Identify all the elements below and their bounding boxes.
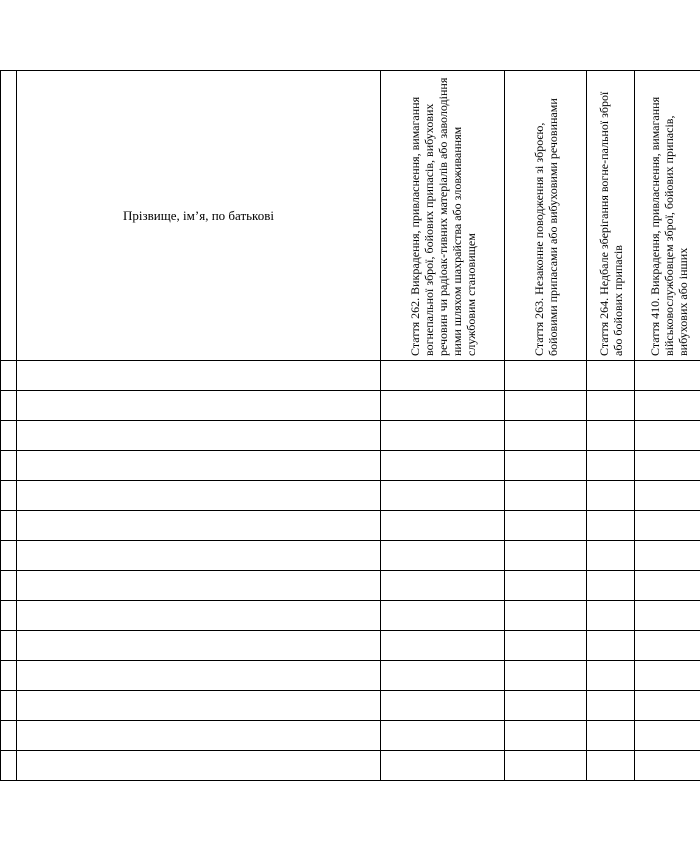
table-cell — [17, 541, 381, 571]
table-cell — [635, 721, 700, 751]
table-cell — [505, 661, 587, 691]
table-cell — [635, 631, 700, 661]
table-cell — [505, 601, 587, 631]
table-cell — [505, 721, 587, 751]
article-263-label: Стаття 263. Незаконне поводження зі зброєю, бойовими припасами або вибуховими речовинами — [531, 97, 560, 356]
full-name-header: Прізвище, ім’я, по батькові — [17, 71, 381, 361]
table-cell — [587, 751, 635, 781]
table-cell — [381, 361, 505, 391]
table-row — [1, 631, 700, 661]
table-cell — [505, 361, 587, 391]
table-cell — [635, 691, 700, 721]
table-cell — [17, 721, 381, 751]
table-cell — [505, 691, 587, 721]
table-cell — [1, 721, 17, 751]
article-262-label: Стаття 262. Викрадення, привласнення, вимагання вогнепальної зброї, бойових припасів, вибухових речовин чи радіоак-тивних матеріалів або заволодіння ними шляхом шахрайства або зловживанням службовим становищем — [407, 77, 478, 356]
table-cell — [381, 391, 505, 421]
article-264-header — [587, 71, 635, 361]
table-cell — [505, 421, 587, 451]
table-cell — [587, 391, 635, 421]
table-cell — [1, 361, 17, 391]
table-row — [1, 601, 700, 631]
table-cell — [381, 511, 505, 541]
table-cell — [1, 421, 17, 451]
table-row — [1, 481, 700, 511]
table-cell — [635, 571, 700, 601]
table-cell — [505, 571, 587, 601]
article-410-header — [635, 71, 700, 361]
table-cell — [1, 571, 17, 601]
table-row — [1, 391, 700, 421]
table-row — [1, 571, 700, 601]
table-cell — [635, 361, 700, 391]
table-body — [1, 361, 700, 781]
row-number-header — [1, 71, 17, 361]
table-cell — [381, 541, 505, 571]
article-262-header — [381, 71, 505, 361]
table-cell — [587, 421, 635, 451]
table-cell — [381, 421, 505, 451]
table-cell — [505, 511, 587, 541]
table-cell — [1, 481, 17, 511]
table-cell — [635, 541, 700, 571]
table-cell — [381, 451, 505, 481]
table-cell — [1, 691, 17, 721]
table-row — [1, 661, 700, 691]
table-cell — [381, 601, 505, 631]
table-cell — [587, 691, 635, 721]
table-cell — [1, 601, 17, 631]
table-cell — [505, 631, 587, 661]
table-cell — [17, 451, 381, 481]
table-cell — [587, 631, 635, 661]
table-cell — [635, 751, 700, 781]
table-header-row — [1, 71, 700, 361]
table-row — [1, 451, 700, 481]
table-cell — [381, 661, 505, 691]
table-cell — [381, 721, 505, 751]
table-cell — [381, 751, 505, 781]
table-cell — [587, 541, 635, 571]
table-cell — [1, 631, 17, 661]
table-cell — [635, 391, 700, 421]
table-cell — [381, 571, 505, 601]
table-cell — [17, 571, 381, 601]
table-cell — [505, 451, 587, 481]
table-cell — [17, 601, 381, 631]
table-cell — [505, 751, 587, 781]
table-row — [1, 541, 700, 571]
table-cell — [635, 451, 700, 481]
table-cell — [1, 661, 17, 691]
table-cell — [635, 481, 700, 511]
table-cell — [381, 691, 505, 721]
table-row — [1, 421, 700, 451]
table-cell — [17, 391, 381, 421]
table-cell — [1, 511, 17, 541]
table-cell — [1, 451, 17, 481]
table-cell — [587, 661, 635, 691]
table-row — [1, 691, 700, 721]
table-cell — [17, 661, 381, 691]
table-cell — [505, 541, 587, 571]
table-cell — [587, 571, 635, 601]
table-cell — [635, 661, 700, 691]
table-cell — [17, 751, 381, 781]
article-410-label: Стаття 410. Викрадення, привласнення, вимагання військовослужбовцем зброї, бойових припасів, вибухових або інших — [647, 96, 690, 356]
table-cell — [17, 511, 381, 541]
table-cell — [1, 751, 17, 781]
table-cell — [1, 541, 17, 571]
table-cell — [587, 361, 635, 391]
table-row — [1, 361, 700, 391]
table-cell — [505, 391, 587, 421]
table-cell — [587, 451, 635, 481]
table-cell — [17, 361, 381, 391]
crime-record-table — [0, 70, 700, 781]
table-cell — [17, 421, 381, 451]
article-264-label: Стаття 264. Недбале зберігання вогне-пальної зброї або бойових припасів — [596, 91, 625, 356]
table-row — [1, 751, 700, 781]
table-cell — [505, 481, 587, 511]
table-cell — [381, 631, 505, 661]
article-263-header — [505, 71, 587, 361]
table-row — [1, 511, 700, 541]
table-cell — [381, 481, 505, 511]
table-cell — [587, 511, 635, 541]
table-cell — [635, 511, 700, 541]
table-cell — [635, 421, 700, 451]
table-cell — [1, 391, 17, 421]
table-cell — [587, 481, 635, 511]
table-cell — [17, 631, 381, 661]
table-cell — [587, 721, 635, 751]
table-row — [1, 721, 700, 751]
table-cell — [587, 601, 635, 631]
table-cell — [635, 601, 700, 631]
table-cell — [17, 481, 381, 511]
table-cell — [17, 691, 381, 721]
